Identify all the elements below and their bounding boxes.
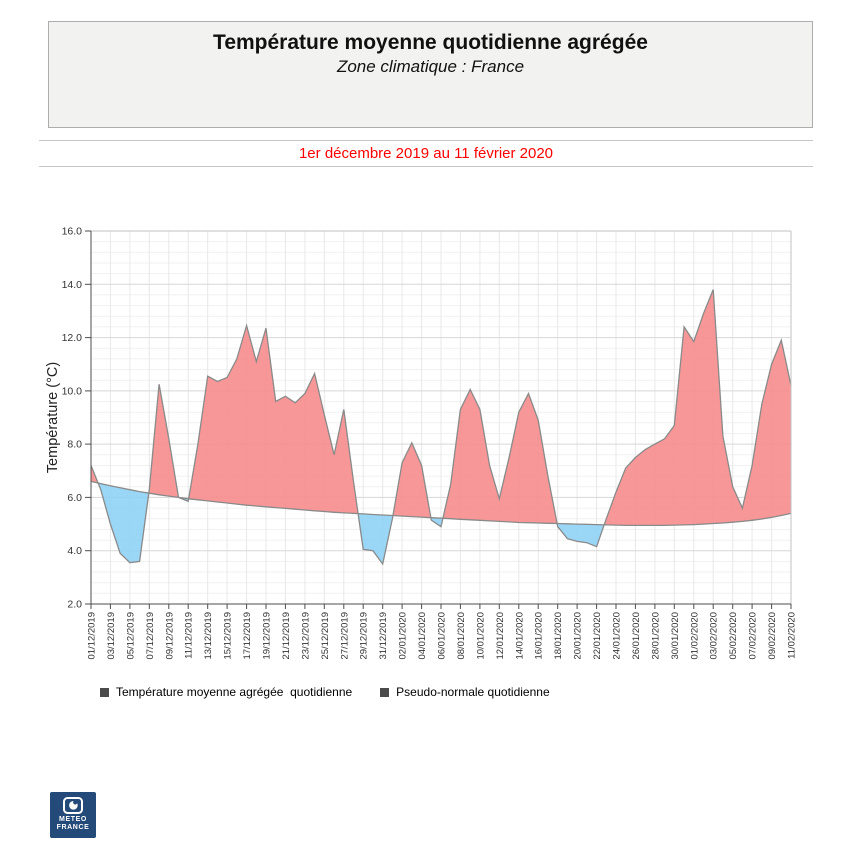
svg-text:04/01/2020: 04/01/2020 <box>417 612 429 660</box>
page-subtitle: Zone climatique : France <box>336 57 525 76</box>
svg-text:13/12/2019: 13/12/2019 <box>203 612 215 660</box>
period-label: 1er décembre 2019 au 11 février 2020 <box>298 145 554 162</box>
svg-text:14.0: 14.0 <box>61 278 82 291</box>
svg-text:18/01/2020: 18/01/2020 <box>553 612 565 660</box>
svg-text:05/12/2019: 05/12/2019 <box>125 612 137 660</box>
legend-label: Température moyenne agrégée quotidienne <box>116 685 353 699</box>
x-axis-ticks <box>87 604 798 660</box>
svg-text:16/01/2020: 16/01/2020 <box>533 612 545 660</box>
svg-text:23/12/2019: 23/12/2019 <box>300 612 312 660</box>
svg-text:28/01/2020: 28/01/2020 <box>650 612 662 660</box>
svg-text:12.0: 12.0 <box>61 332 82 345</box>
legend-label: Pseudo-normale quotidienne <box>396 685 550 699</box>
svg-text:19/12/2019: 19/12/2019 <box>261 612 273 660</box>
legend-entry-temperature <box>100 685 352 699</box>
logo-text-line1: METEO <box>59 816 87 823</box>
svg-text:03/12/2019: 03/12/2019 <box>105 612 117 660</box>
svg-text:10.0: 10.0 <box>61 385 82 398</box>
svg-text:11/12/2019: 11/12/2019 <box>183 612 195 659</box>
svg-text:29/12/2019: 29/12/2019 <box>358 612 370 660</box>
svg-text:20/01/2020: 20/01/2020 <box>572 612 584 660</box>
svg-text:02/01/2020: 02/01/2020 <box>397 612 409 660</box>
svg-text:31/12/2019: 31/12/2019 <box>378 612 390 660</box>
svg-text:09/12/2019: 09/12/2019 <box>164 612 176 660</box>
svg-text:03/02/2020: 03/02/2020 <box>708 612 720 660</box>
svg-text:05/02/2020: 05/02/2020 <box>728 612 740 660</box>
svg-text:15/12/2019: 15/12/2019 <box>222 612 234 660</box>
svg-text:10/01/2020: 10/01/2020 <box>475 612 487 660</box>
svg-text:11/02/2020: 11/02/2020 <box>786 612 798 659</box>
svg-text:4.0: 4.0 <box>67 545 82 558</box>
svg-text:12/01/2020: 12/01/2020 <box>494 612 506 660</box>
svg-text:25/12/2019: 25/12/2019 <box>319 612 331 660</box>
svg-text:21/12/2019: 21/12/2019 <box>280 612 292 660</box>
y-axis-ticks <box>62 226 91 611</box>
svg-text:01/02/2020: 01/02/2020 <box>689 612 701 660</box>
legend-marker <box>100 688 109 697</box>
meteo-france-logo-icon <box>63 797 83 814</box>
svg-text:08/01/2020: 08/01/2020 <box>455 612 467 660</box>
svg-text:14/01/2020: 14/01/2020 <box>514 612 526 660</box>
svg-text:17/12/2019: 17/12/2019 <box>242 612 254 660</box>
logo-text-line2: FRANCE <box>56 824 90 831</box>
svg-text:22/01/2020: 22/01/2020 <box>592 612 604 660</box>
svg-text:07/02/2020: 07/02/2020 <box>747 612 759 660</box>
svg-text:06/01/2020: 06/01/2020 <box>436 612 448 660</box>
page-title: Température moyenne quotidienne agrégée <box>213 31 648 54</box>
svg-text:2.0: 2.0 <box>67 598 82 611</box>
svg-text:16.0: 16.0 <box>61 225 82 238</box>
meteo-france-logo <box>50 792 96 838</box>
svg-text:27/12/2019: 27/12/2019 <box>339 612 351 660</box>
svg-text:6.0: 6.0 <box>67 491 82 504</box>
svg-text:8.0: 8.0 <box>67 438 82 451</box>
legend-entry-normale <box>380 685 549 699</box>
svg-text:07/12/2019: 07/12/2019 <box>144 612 156 660</box>
svg-text:26/01/2020: 26/01/2020 <box>630 612 642 660</box>
svg-text:01/12/2019: 01/12/2019 <box>86 612 98 660</box>
chart-legend <box>100 685 550 699</box>
svg-text:24/01/2020: 24/01/2020 <box>611 612 623 660</box>
svg-text:30/01/2020: 30/01/2020 <box>669 612 681 660</box>
legend-marker <box>380 688 389 697</box>
y-axis-title: Température (°C) <box>45 361 61 474</box>
svg-text:09/02/2020: 09/02/2020 <box>767 612 779 660</box>
